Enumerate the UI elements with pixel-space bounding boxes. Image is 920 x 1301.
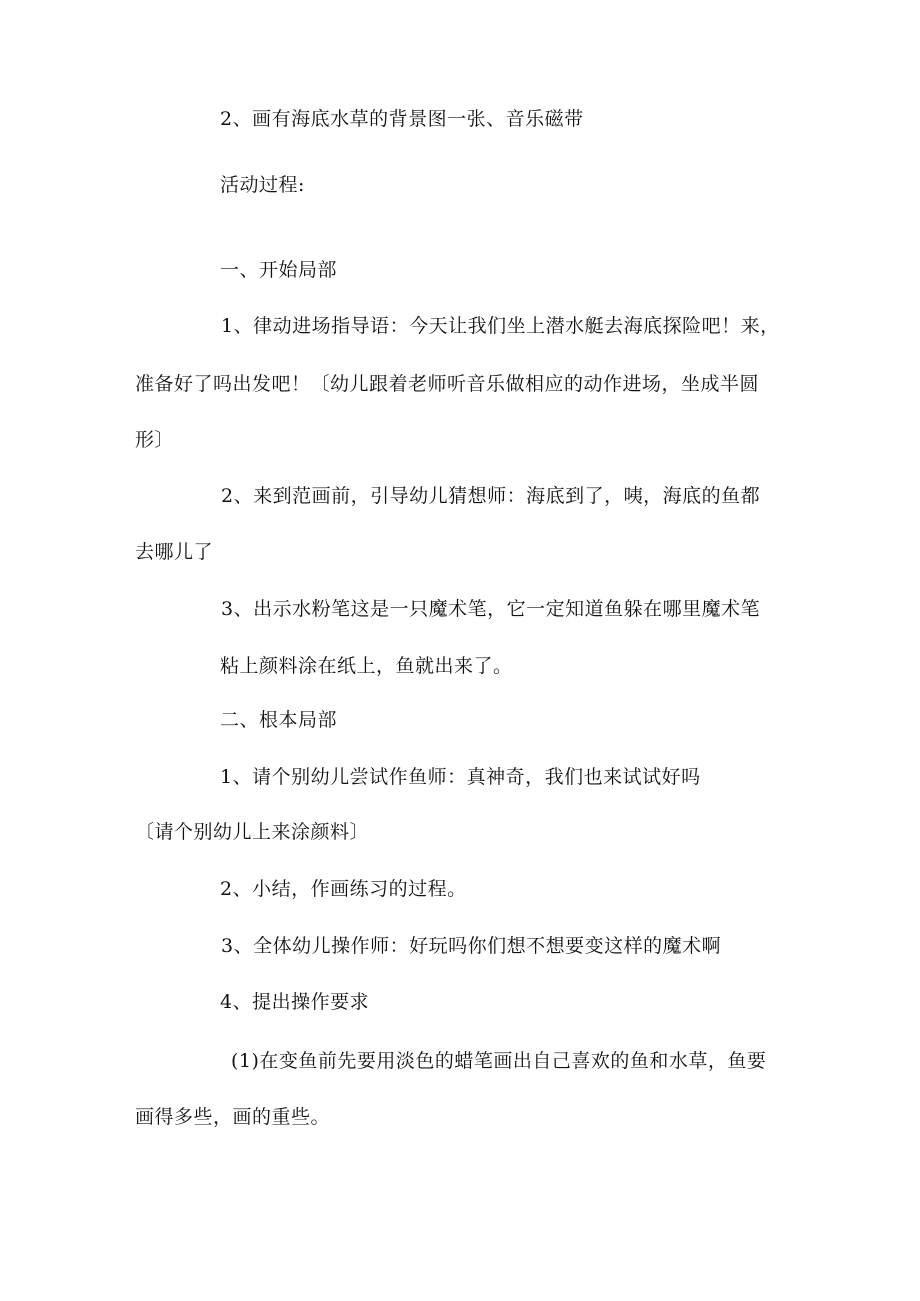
activity-process-heading: 活动过程: bbox=[220, 174, 305, 196]
paragraph-line: (1)在变鱼前先要用淡色的蜡笔画出自己喜欢的鱼和水草，鱼要 bbox=[231, 1050, 767, 1072]
paragraph-line: 2、来到范画前，引导幼儿猜想师：海底到了，咦，海底的鱼都 bbox=[221, 485, 761, 507]
paragraph-line: 3、全体幼儿操作师：好玩吗你们想不想要变这样的魔术啊 bbox=[221, 935, 722, 957]
paragraph-line: 1、请个别幼儿尝试作鱼师：真神奇，我们也来试试好吗 bbox=[220, 766, 701, 788]
section-start-heading: 一、开始局部 bbox=[220, 259, 338, 281]
paragraph-line: 去哪儿了 bbox=[135, 541, 214, 563]
paragraph-line: 1、律动进场指导语：今天让我们坐上潜水艇去海底探险吧！来， bbox=[221, 315, 780, 337]
materials-line: 2、画有海底水草的背景图一张、音乐磁带 bbox=[220, 108, 584, 130]
paragraph-line: 画得多些，画的重些。 bbox=[135, 1106, 331, 1128]
paragraph-line: 2、小结，作画练习的过程。 bbox=[220, 878, 467, 900]
paragraph-line: 3、出示水粉笔这是一只魔术笔，它一定知道鱼躲在哪里魔术笔 bbox=[221, 598, 761, 620]
paragraph-line: 4、提出操作要求 bbox=[220, 991, 370, 1013]
paragraph-line: 〔请个别幼儿上来涂颜料〕 bbox=[135, 821, 370, 843]
paragraph-line: 粘上颜料涂在纸上，鱼就出来了。 bbox=[220, 655, 513, 677]
section-basic-heading: 二、根本局部 bbox=[220, 709, 338, 731]
paragraph-line: 准备好了吗出发吧！〔幼儿跟着老师听音乐做相应的动作进场，坐成半圆 bbox=[135, 373, 760, 395]
paragraph-line: 形〕 bbox=[135, 429, 175, 451]
